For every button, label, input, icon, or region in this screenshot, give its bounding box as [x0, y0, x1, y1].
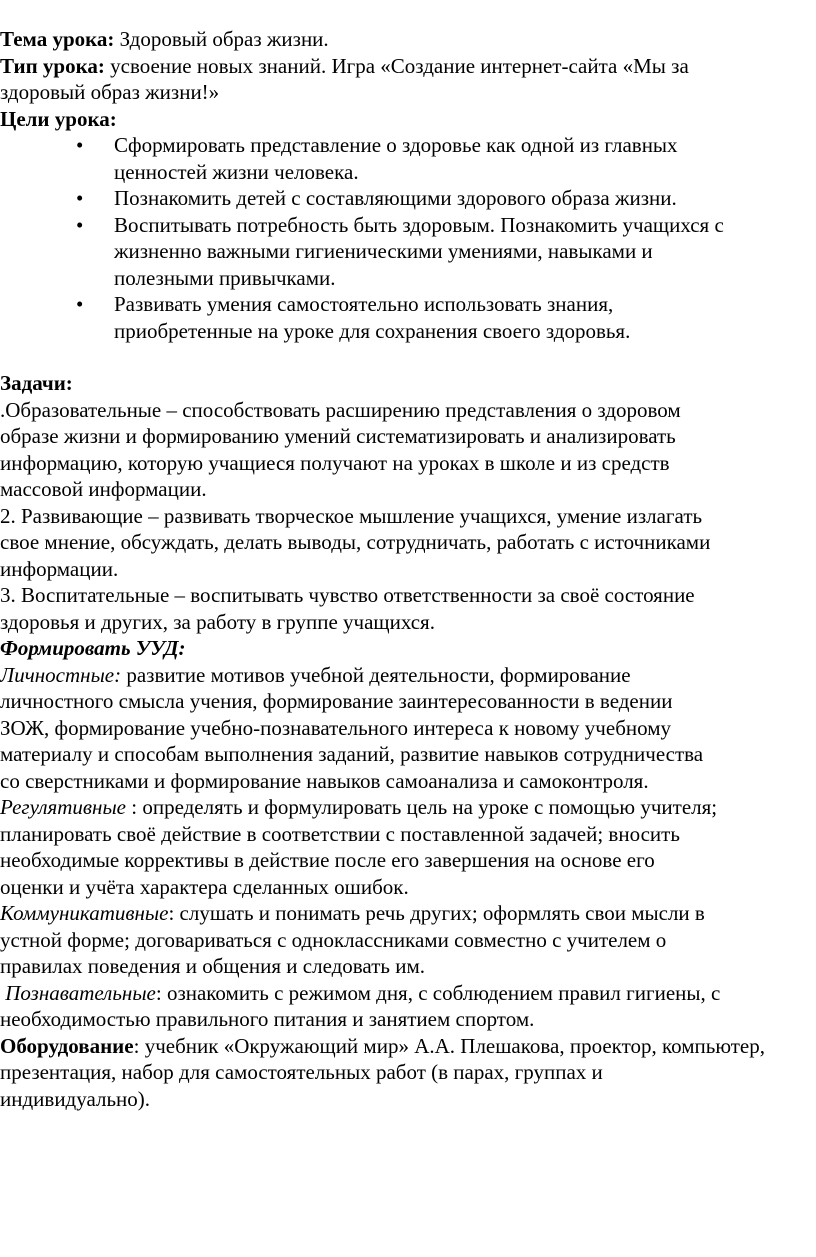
spacer — [0, 344, 816, 370]
task-developing: 2. Развивающие – развивать творческое мышление учащихся, умение излагать свое мнение, обсуждать, делать выводы, сотрудничать, работать с источниками информации. — [0, 503, 711, 581]
goals-heading: Цели урока: — [0, 106, 117, 131]
uud-regulatory: Регулятивные : определять и формулировать цель на уроке с помощью учителя; планировать своё действие в соответствии с поставленной задачей; вносить необходимые коррективы в действие после его завершения на основе его оценки и учёта характера сделанных ошибок. — [0, 795, 718, 899]
uud-communicative: Коммуникативные: слушать и понимать речь других; оформлять свои мысли в устной форме; договариваться с одноклассниками совместно с учителем о правилах поведения и общения и следовать им. — [0, 901, 705, 978]
uud-personal-label: Личностные: — [0, 662, 122, 687]
uud-cognitive-label: Познавательные — [5, 980, 156, 1005]
uud-heading: Формировать УУД: — [0, 636, 186, 660]
task-educational: .Образовательные – способствовать расширению представления о здоровом образе жизни и формированию умений систематизировать и анализировать информацию, которую учащиеся получают на уроках в школе и из средств массовой информации. — [0, 397, 681, 501]
tasks-heading: Задачи: — [0, 371, 73, 395]
bullet-icon: • — [76, 292, 84, 316]
topic-value: Здоровый образ жизни. — [119, 27, 329, 51]
equipment: Оборудование: учебник «Окружающий мир» А.А. Плешакова, проектор, компьютер, презентация, набор для самостоятельных работ (в парах, группах и индивидуально). — [0, 1033, 765, 1111]
goal-item: • Сформировать представление о здоровье как одной из главных ценностей жизни человека. — [76, 133, 678, 184]
topic-line — [0, 26, 816, 53]
goals-list — [0, 132, 816, 344]
goal-item: • Познакомить детей с составляющими здорового образа жизни. — [76, 186, 677, 210]
type-line — [0, 53, 816, 80]
equipment-label: Оборудование — [0, 1033, 134, 1058]
task-upbringing: 3. Воспитательные – воспитывать чувство ответственности за своё состояние здоровья и других, за работу в группе учащихся. — [0, 583, 695, 634]
lesson-plan-document — [0, 26, 816, 1112]
topic-label: Тема урока: — [0, 27, 115, 51]
bullet-icon: • — [76, 133, 84, 157]
uud-communicative-label: Коммуникативные — [0, 901, 169, 925]
type-line-continued: здоровый образ жизни!» — [0, 80, 220, 104]
type-label: Тип урока: — [0, 53, 105, 78]
uud-cognitive: Познавательные: ознакомить с режимом дня, с соблюдением правил гигиены, с необходимостью правильного питания и занятием спортом. — [0, 980, 721, 1031]
goal-item: • Развивать умения самостоятельно использовать знания, приобретенные на уроке для сохранения своего здоровья. — [76, 292, 631, 343]
uud-personal: Личностные: развитие мотивов учебной деятельности, формирование личностного смысла учения, формирование заинтересованности в ведении ЗОЖ, формирование учебно-познавательного интереса к новому учебному материалу и способам выполнения заданий, развитие навыков сотрудничества со сверстниками и формирование навыков самоанализа и самоконтроля. — [0, 662, 704, 793]
goal-item: • Воспитывать потребность быть здоровым. Познакомить учащихся с жизненно важными гигиеническими умениями, навыками и полезными привычками. — [76, 212, 724, 290]
uud-regulatory-label: Регулятивные — [0, 795, 126, 819]
bullet-icon: • — [76, 212, 84, 237]
bullet-icon: • — [76, 186, 84, 210]
type-value-line1: усвоение новых знаний. Игра «Создание интернет-сайта «Мы за — [110, 53, 689, 78]
